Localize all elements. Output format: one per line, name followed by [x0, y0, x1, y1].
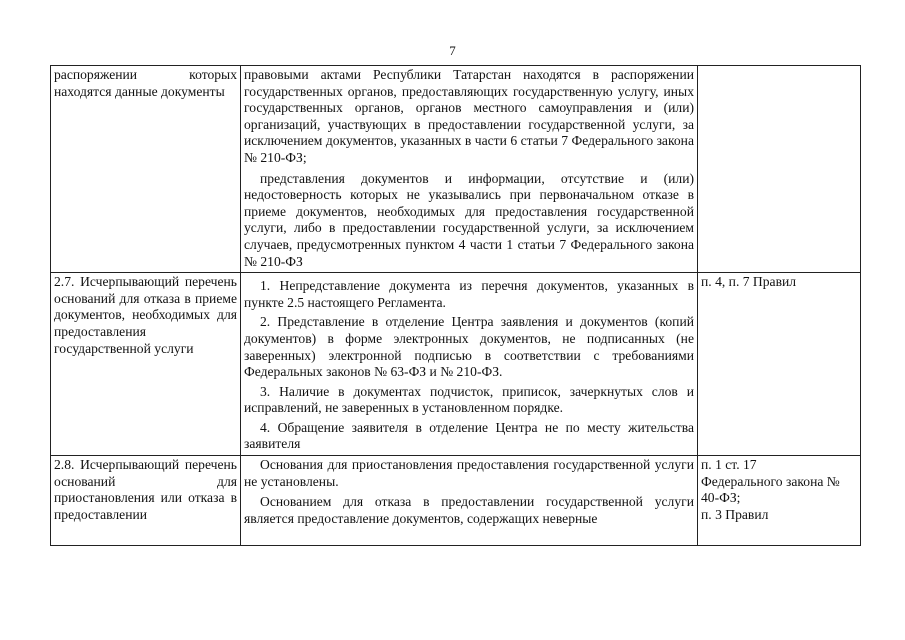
- row-heading: 2.7. Исчерпывающий перечень оснований для отказа в приеме документов, необходимых для предоставления государственной услуги: [51, 273, 241, 456]
- regulation-table: [50, 65, 861, 546]
- source-line: п. 1 ст. 17: [701, 457, 757, 473]
- row-content: [241, 456, 698, 546]
- row-source: [698, 66, 861, 273]
- paragraph: правовыми актами Республики Татарстан находятся в распоряжении государственных органов, предоставляющих государственную услугу, иных государственных органов, органов местного самоуправления и (или) организаций, участвующих в предоставлении государственной услуги, за исключением документов, указанных в части 6 статьи 7 Федерального закона № 210-ФЗ;: [244, 67, 694, 165]
- paragraph: Основания для приостановления предоставления государственной услуги не установлены.: [244, 457, 694, 489]
- row-content: [241, 273, 698, 456]
- table-row: [51, 456, 861, 546]
- row-heading: 2.8. Исчерпывающий перечень оснований для приостановления или отказа в предоставлении: [51, 456, 241, 546]
- paragraph: 3. Наличие в документах подчисток, приписок, зачеркнутых слов и исправлений, не заверенных в установленном порядке.: [244, 383, 694, 416]
- row-content: [241, 66, 698, 273]
- row-source: [698, 273, 861, 456]
- source-line: Федерального закона № 40-ФЗ;: [701, 473, 840, 506]
- page-number: 7: [449, 43, 456, 58]
- table-row: [51, 66, 861, 273]
- paragraph: 2. Представление в отделение Центра заявления и документов (копий документов) в форме электронных документов, не подписанных (не заверенных) электронной подписью в соответствии с требованиями Федеральных законов № 63-ФЗ и № 210-ФЗ.: [244, 314, 694, 380]
- row-source: [698, 456, 861, 546]
- paragraph: представления документов и информации, отсутствие и (или) недостоверность которых не указывались при первоначальном отказе в приеме документов, необходимых для предоставления государственной услуги, либо в предоставлении государственной услуги, за исключением случаев, предусмотренных пунктом 4 части 1 статьи 7 Федерального закона № 210-ФЗ: [244, 170, 694, 269]
- source-line: п. 3 Правил: [701, 506, 769, 522]
- source-line: п. 4, п. 7 Правил: [701, 274, 797, 290]
- row-heading: распоряжении которых находятся данные документы: [51, 66, 241, 273]
- paragraph: 4. Обращение заявителя в отделение Центра не по месту жительства заявителя: [244, 419, 694, 452]
- paragraph: Основанием для отказа в предоставлении государственной услуги является предоставление документов, содержащих неверные: [244, 494, 694, 526]
- table-row: [51, 273, 861, 456]
- paragraph: 1. Непредставление документа из перечня документов, указанных в пункте 2.5 настоящего Регламента.: [244, 278, 694, 310]
